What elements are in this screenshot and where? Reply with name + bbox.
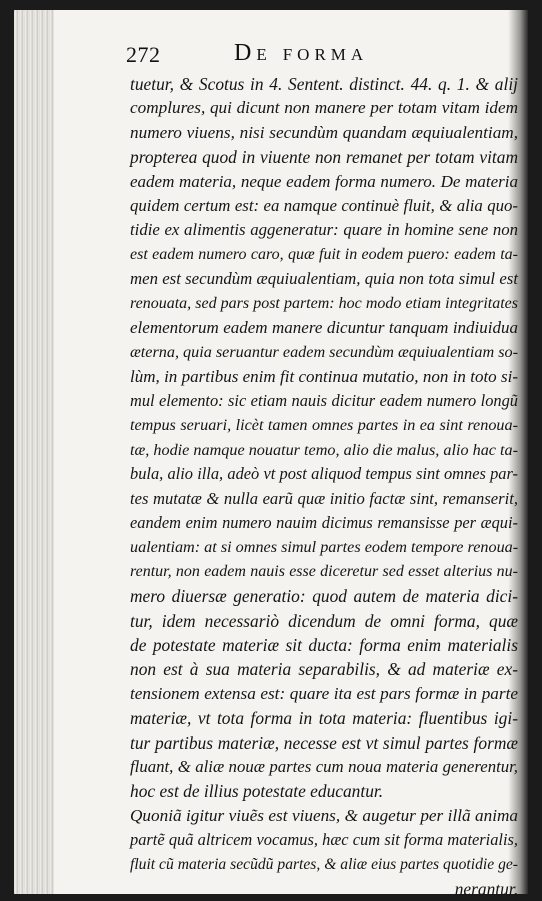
text-line: est eadem numero caro, quæ fuit in eodem puero: eadem ta- (130, 245, 518, 263)
text-line: tur, idem necessariò dicendum de omni forma, quæ (130, 610, 518, 631)
body-text (130, 72, 518, 901)
text-line: propterea quod in viuente non remanet per totam vitam (130, 147, 518, 168)
text-line: rentur, non eadem nauis esse diceretur sed esset alterius nu- (130, 562, 518, 580)
book-page (14, 10, 528, 899)
text-line: quidem certum est: ea namque continuè fluit, & alia quo- (130, 195, 518, 215)
text-line: fluant, & aliæ nouæ partes cum noua materia generentur, (130, 756, 518, 776)
catchword: nerantur, (454, 878, 518, 899)
text-line: complures, qui dicunt non manere per totam vitam idem (130, 98, 518, 118)
text-line: tæ, hodie namque nouatur temo, alio die malus, alio hac ta- (130, 440, 519, 459)
running-head: De forma (234, 40, 369, 66)
text-line: tur partibus materiæ, necesse est vt simul partes formæ (130, 732, 518, 753)
text-line: bula, alio illa, adeò vt post aliquod tempus sint omnes par- (130, 464, 518, 484)
page-number: 272 (126, 42, 161, 67)
page-edges (14, 10, 54, 894)
text-line: lùm, in partibus enim fit continua mutatio, non in toto si- (130, 366, 518, 386)
text-line: materiæ, vt tota forma in tota materia: fluentibus igi- (130, 708, 518, 729)
text-line: tuetur, & Scotus in 4. Sentent. distinct. 44. q. 1. & alij (130, 74, 518, 94)
text-line: eadem materia, neque eadem forma numero. De materia (130, 171, 518, 191)
text-line: elementorum eadem manere dicuntur tanquam indiuidua (130, 317, 518, 337)
text-line: tes mutatæ & nulla earũ quæ initio factæ sint, remanserit, (130, 488, 518, 508)
text-line: tensionem extensa est: quare ita est pars formæ in parte (130, 683, 518, 703)
text-line: eandem enim numero nauim dicimus remansisse per æqui- (130, 513, 518, 533)
text-line: de potestate materiæ sit ducta: forma enim materialis (130, 634, 518, 655)
text-line: tidie ex alimentis aggeneratur: quare in homine sene non (130, 220, 518, 240)
text-line: numero viuens, nisi secundùm quandam æquiualentiam, (130, 122, 518, 142)
text-line: ualentiam: at si omnes simul partes eodem tempore renoua- (130, 538, 519, 557)
text-line: men est secundùm æquiualentiam, quia non tota simul est (130, 269, 518, 289)
text-line: hoc est de illius potestate educantur. (130, 781, 384, 802)
text-line: Quoniã igitur viuẽs est viuens, & augetur per illã anima (130, 805, 518, 825)
text-line: mero diuersæ generatio: quod autem de materia dici- (130, 586, 518, 607)
page-header (126, 40, 516, 70)
text-line: renouata, sed pars post partem: hoc modo etiam integritates (130, 294, 518, 312)
text-line: tempus seruari, licèt tamen omnes partes in ea sint renoua- (130, 416, 518, 435)
text-line: non est à sua materia separabilis, & ad materiæ ex- (130, 659, 518, 680)
text-line: fluit cũ materia secũdũ partes, & aliæ eius partes quotidie ge- (130, 855, 518, 873)
text-line: mul elemento: sic etiam nauis dicitur eadem numero longũ (130, 391, 518, 411)
text-line: æterna, quia seruantur eadem secundùm æquiualentiam so- (130, 343, 519, 362)
text-line: partẽ quã altricem vocamus, hæc cum sit forma materialis, (130, 830, 518, 850)
